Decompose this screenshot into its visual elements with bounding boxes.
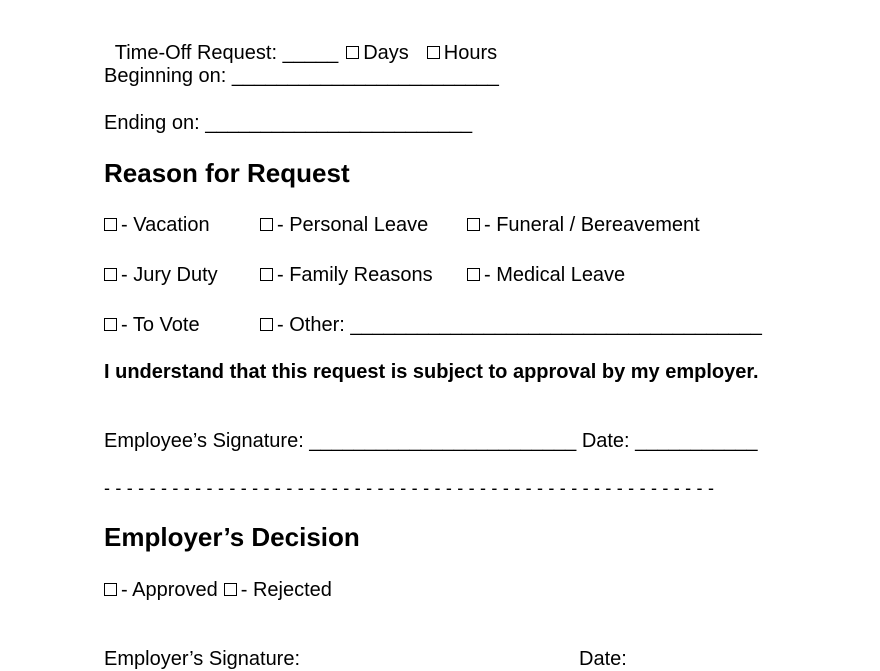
- reason-option-family-reasons[interactable]: [260, 263, 433, 287]
- rejected-label: - Rejected: [240, 579, 332, 601]
- employee-signature-field[interactable]: Employee’s Signature: ________________________ Date: ___________: [104, 430, 758, 452]
- ending-on-field[interactable]: Ending on: ________________________: [104, 112, 473, 134]
- reason-option-medical-leave[interactable]: [467, 263, 625, 287]
- reason-option-to-vote[interactable]: [104, 313, 200, 337]
- funeral-checkbox[interactable]: [467, 218, 480, 231]
- family-reasons-label: - Family Reasons: [277, 264, 433, 286]
- hours-option-label: Hours: [443, 42, 498, 64]
- time-off-request-label: Time-Off Request: _____: [114, 42, 339, 64]
- reason-heading: Reason for Request: [104, 158, 350, 188]
- employer-signature-label[interactable]: Employer’s Signature:: [104, 648, 301, 670]
- days-checkbox[interactable]: [346, 46, 359, 59]
- vacation-label: - Vacation: [121, 214, 210, 236]
- reason-option-vacation[interactable]: [104, 213, 210, 237]
- personal-leave-label: - Personal Leave: [277, 214, 429, 236]
- other-checkbox[interactable]: [260, 318, 273, 331]
- jury-duty-checkbox[interactable]: [104, 268, 117, 281]
- decision-heading: Employer’s Decision: [104, 522, 360, 552]
- family-reasons-checkbox[interactable]: [260, 268, 273, 281]
- hours-checkbox[interactable]: [427, 46, 440, 59]
- cut-line-divider: - - - - - - - - - - - - - - - - - - - - - - - - - - - - - - - - - - - - - - - - - - - - - - - - - - - - - -: [104, 478, 715, 498]
- reason-option-funeral[interactable]: [467, 213, 700, 237]
- decision-options-row: [104, 578, 332, 602]
- medical-leave-label: - Medical Leave: [484, 264, 626, 286]
- approved-checkbox[interactable]: [104, 583, 117, 596]
- time-off-request-row: [104, 17, 497, 65]
- vacation-checkbox[interactable]: [104, 218, 117, 231]
- jury-duty-label: - Jury Duty: [121, 264, 218, 286]
- approved-label: - Approved: [121, 579, 218, 601]
- rejected-checkbox[interactable]: [224, 583, 237, 596]
- to-vote-checkbox[interactable]: [104, 318, 117, 331]
- personal-leave-checkbox[interactable]: [260, 218, 273, 231]
- to-vote-label: - To Vote: [121, 314, 200, 336]
- medical-leave-checkbox[interactable]: [467, 268, 480, 281]
- reason-option-personal-leave[interactable]: [260, 213, 428, 237]
- acknowledgement-text: I understand that this request is subject to approval by my employer.: [104, 361, 759, 383]
- other-label: - Other: _____________________________________: [277, 314, 762, 336]
- days-option-label: Days: [363, 42, 409, 64]
- funeral-label: - Funeral / Bereavement: [484, 214, 700, 236]
- employer-date-label[interactable]: Date:: [579, 648, 627, 670]
- beginning-on-field[interactable]: Beginning on: ________________________: [104, 65, 499, 87]
- reason-option-jury-duty[interactable]: [104, 263, 218, 287]
- reason-option-other[interactable]: [260, 313, 762, 337]
